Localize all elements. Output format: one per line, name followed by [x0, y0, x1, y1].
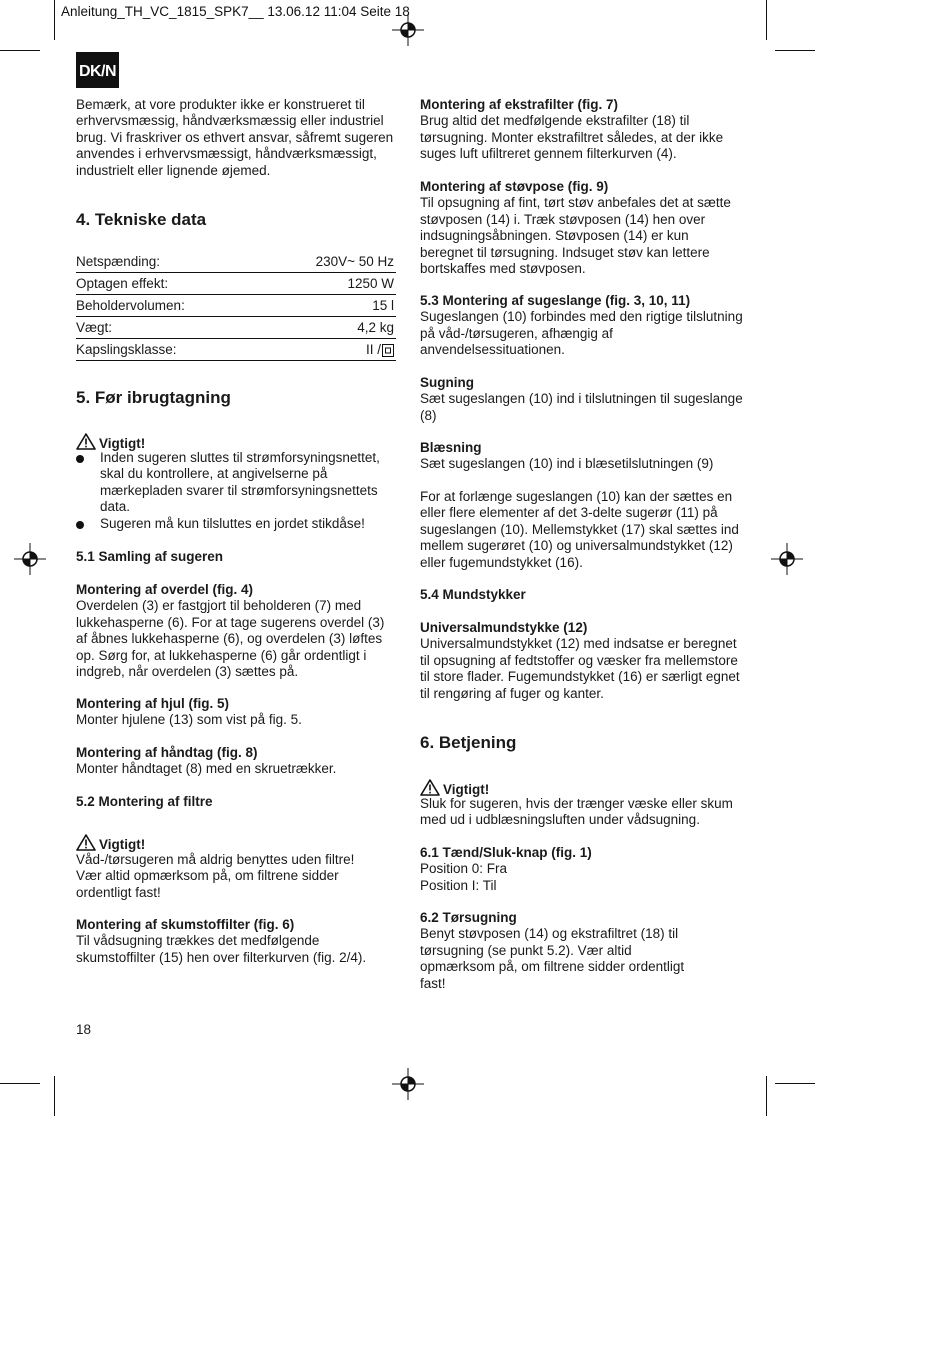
crop-mark [54, 0, 55, 40]
pose-block [420, 179, 745, 277]
spec-value: 1250 W [347, 276, 394, 291]
running-head: Anleitung_TH_VC_1815_SPK7__ 13.06.12 11:04 Seite 18 [61, 4, 410, 19]
section-6-heading: 6. Betjening [420, 733, 517, 752]
registration-mark-icon [771, 543, 803, 575]
spec-label: Beholdervolumen: [76, 298, 185, 313]
bullet-text: Sugeren må kun tilsluttes en jordet stikdåse! [100, 516, 365, 531]
block-heading: Montering af ekstrafilter (fig. 7) [420, 97, 619, 112]
bullet-icon [76, 455, 84, 463]
forlaeng-block [420, 489, 745, 571]
spec-label: Optagen effekt: [76, 276, 169, 291]
warning-label: Vigtigt! [99, 436, 146, 451]
block-heading: Montering af skumstoffilter (fig. 6) [76, 917, 295, 932]
spec-row [76, 320, 396, 339]
spec-label: Kapslingsklasse: [76, 342, 177, 357]
spec-value: 15 l [372, 298, 394, 313]
s62-block [420, 910, 710, 992]
s53-block [420, 293, 745, 359]
block-heading: Montering af håndtag (fig. 8) [76, 745, 258, 760]
crop-mark [766, 0, 767, 40]
bullet-item [100, 450, 400, 516]
warning-heading [76, 834, 145, 853]
crop-mark [0, 1083, 40, 1084]
block-heading: Montering af støvpose (fig. 9) [420, 179, 609, 194]
section-4-heading: 4. Tekniske data [76, 210, 207, 229]
warning-text: Våd-/tørsugeren må aldrig benyttes uden filtre! Vær altid opmærksom på, om filtrene sidder ordentligt fast! [76, 852, 355, 900]
intro-paragraph [76, 97, 406, 179]
skum-block [76, 917, 386, 966]
block-heading: 6.1 Tænd/Sluk-knap (fig. 1) [420, 845, 592, 860]
block-text: Til opsugning af fint, tørt støv anbefales det at sætte støvposen (14) i. Træk støvposen (14) hen over indsugningsåbningen. Støvposen (14) er kun beregnet til tørsugning. Indsuget støv kan lettere bortskaffes med støvposen. [420, 195, 731, 277]
block-text: Position I: Til [420, 877, 497, 893]
section-5-heading: 5. Før ibrugtagning [76, 388, 231, 407]
block-heading: 6.2 Tørsugning [420, 910, 517, 925]
warning-label: Vigtigt! [443, 782, 490, 797]
block-text: For at forlænge sugeslangen (10) kan der sættes en eller flere elementer af det 3-delte sugerør (11) på sugeslangen (10). Mellemstykket (17) skal sættes ind mellem sugerøret (10) og universalmundstykket (12) eller fugemundstykket (16). [420, 489, 739, 570]
ekstra-block [420, 97, 745, 163]
block-text: Monter håndtaget (8) med en skruetrækker. [76, 761, 337, 777]
page-number: 18 [76, 1022, 92, 1037]
block-text: Brug altid det medfølgende ekstrafilter (18) til tørsugning. Monter ekstrafiltret således, at der ikke suges luft ufiltreret gennem filterkurven (4). [420, 113, 724, 162]
block-heading: Sugning [420, 375, 474, 390]
block-text: Universalmundstykket (12) med indsatse er beregnet til opsugning af fedtstoffer og væsker fra mellemstore til store flader. Fugemundstykket (16) er særligt egnet til rengøring af fuger og kanter. [420, 636, 740, 701]
sugning-block [420, 375, 745, 424]
crop-mark [54, 1076, 55, 1116]
block-text: Sæt sugeslangen (10) ind i blæsetilslutningen (9) [420, 456, 714, 472]
block-text: Sugeslangen (10) forbindes med den rigtige tilslutning på våd-/tørsugeren, afhængig af anvendelsessituationen. [420, 309, 743, 358]
subsection-heading: 5.1 Samling af sugeren [76, 549, 224, 564]
block-text: Position 0: Fra [420, 861, 508, 877]
blaesning-block [420, 440, 745, 473]
spec-value: 4,2 kg [357, 320, 394, 335]
protection-class-text: II / [365, 342, 381, 357]
subsection-heading: 5.4 Mundstykker [420, 587, 526, 602]
block-heading: Universalmundstykke (12) [420, 620, 588, 635]
crop-mark [775, 50, 815, 51]
language-badge: DK/N [76, 52, 119, 88]
crop-mark [766, 1076, 767, 1116]
block-heading: Blæsning [420, 440, 482, 455]
bullet-text: Inden sugeren sluttes til strømforsyningsnettet, skal du kontrollere, at angivelserne på mærkepladen svarer til strømforsyningsnettets data. [100, 450, 380, 515]
protection-class-ii-icon [382, 344, 394, 357]
spec-row [76, 342, 396, 361]
haandtag-block [76, 745, 396, 778]
block-heading: Montering af overdel (fig. 4) [76, 582, 254, 597]
warning-triangle-icon [76, 834, 96, 851]
warning-triangle-icon [420, 779, 440, 796]
registration-mark-icon [392, 1068, 424, 1100]
spec-value: 230V~ 50 Hz [315, 254, 394, 269]
warning-label: Vigtigt! [99, 837, 146, 852]
univ-block [420, 620, 745, 702]
warning-text-block [76, 852, 376, 901]
block-text: Sæt sugeslangen (10) ind i tilslutningen til sugeslange (8) [420, 391, 743, 423]
intro-text: Bemærk, at vore produkter ikke er konstrueret til erhvervsmæssig, håndværksmæssig eller industriel brug. Vi fraskriver os ethvert ansvar, såfremt sugeren anvendes i erhvervsmæssigt, håndværksmæssigt, industrielt eller lignende øjemed. [76, 97, 394, 178]
overdel-block [76, 582, 396, 680]
warning-text: Sluk for sugeren, hvis der trænger væske eller skum med ud i udblæsningsluften under vådsugning. [420, 796, 733, 828]
bullet-item [100, 516, 400, 532]
warning-triangle-icon [76, 433, 96, 450]
spec-value [366, 342, 394, 358]
spec-label: Vægt: [76, 320, 113, 335]
warning-text-block [420, 796, 745, 829]
spec-row [76, 276, 396, 295]
block-text: Benyt støvposen (14) og ekstrafiltret (18) til tørsugning (se punkt 5.2). Vær altid opmærksom på, om filtrene sidder ordentligt fast! [420, 926, 685, 991]
block-heading: Montering af hjul (fig. 5) [76, 696, 229, 711]
registration-mark-icon [14, 543, 46, 575]
crop-mark [0, 50, 40, 51]
block-text: Monter hjulene (13) som vist på fig. 5. [76, 712, 302, 728]
spec-label: Netspænding: [76, 254, 161, 269]
subsection-heading: 5.2 Montering af filtre [76, 794, 213, 809]
block-text: Til vådsugning trækkes det medfølgende skumstoffilter (15) hen over filterkurven (fig. 2/4). [76, 933, 367, 965]
block-heading: 5.3 Montering af sugeslange (fig. 3, 10, 11) [420, 293, 691, 308]
spec-row [76, 298, 396, 317]
hjul-block [76, 696, 396, 729]
s61-block [420, 845, 745, 894]
block-text: Overdelen (3) er fastgjort til beholderen (7) med lukkehasperne (6). For at tage sugerens overdel (3) af åbnes lukkehasperne (6), og overdelen (3) løftes op. Sørg for, at lukkehasperne (6) går ordentligt i indgreb, når overdelen (3) sættes på. [76, 598, 385, 680]
spec-row [76, 254, 396, 273]
crop-mark [775, 1083, 815, 1084]
bullet-icon [76, 521, 84, 529]
